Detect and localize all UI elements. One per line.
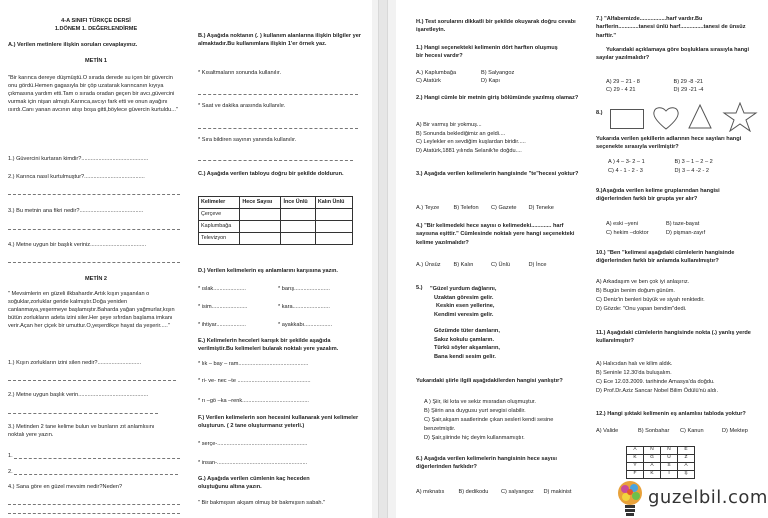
grid-row — [627, 447, 695, 455]
grid-row — [627, 463, 695, 471]
option-d[interactable]: D) Şair,şiirinde hiç deyim kullanmamıştır. — [424, 434, 525, 441]
option-b[interactable]: B) Telefon — [453, 205, 479, 211]
option-c[interactable]: C) Gazete — [491, 205, 517, 211]
synonym-item[interactable]: * ıslak..................... — [198, 286, 246, 292]
grid-cell: Ü — [661, 455, 678, 463]
poem-line: Gözümde tüter damların, — [434, 328, 500, 334]
synonym-item[interactable]: * isim....................... — [198, 304, 248, 310]
grid-cell: Ş — [678, 471, 695, 479]
poem-line: Keskin esen yellerine, — [436, 303, 495, 309]
answer-line[interactable] — [8, 194, 180, 195]
option-c[interactable]: C) Ünlü — [491, 262, 510, 268]
option-d[interactable]: D) Atatürk,1881 yılında Selanik'te doğdu.... — [416, 147, 522, 154]
table-row — [199, 233, 353, 245]
synonym-item[interactable]: * kara........................ — [278, 304, 330, 310]
answer-line[interactable] — [14, 458, 180, 459]
option-d[interactable]: D) Prof.Dr.Aziz Sancar Nobel Bilim Ödülü'nü aldı. — [596, 387, 719, 394]
option-d[interactable]: D) Gözde: "Onu yapan bendim"dedi. — [596, 305, 687, 312]
triangle-shape-icon — [687, 104, 713, 130]
answer-line[interactable] — [8, 504, 180, 505]
question-2-options — [416, 121, 592, 156]
question-11-options — [596, 360, 764, 396]
section-g-sentence: " Bir bakmışsın akşam olmuş bir bakmışsın sabah." — [198, 500, 326, 506]
option-d[interactable]: D) 3 – 4 -2 - 2 — [674, 167, 710, 174]
question-10: 10.) "Ben "kelimesi aşağıdaki cümlelerin hangisinde diğerlerinden farklı bir anlamda kullanılmıştır? — [596, 250, 735, 265]
synonym-item[interactable]: * ihtiyar................... — [198, 322, 246, 328]
option-c[interactable]: C) hekim –doktor — [606, 229, 649, 236]
synonym-item[interactable]: * ayakkabı.................. — [278, 322, 333, 328]
option-a[interactable]: A ) Şiir, iki kıta ve sekiz mısradan oluşmuştur. — [424, 399, 536, 405]
option-d[interactable]: D) makinist — [543, 489, 572, 495]
question-5: Yukarıdaki şiirle ilgili aşağıdakilerden hangisi yanlıştır? — [416, 378, 563, 384]
option-a[interactable]: A) Halıcıdan halı ve kilim aldık. — [596, 361, 673, 367]
section-e-title: E.) Kelimelerin heceleri karışık bir şekilde aşağıda verilmiştir.Bu kelimeleri bularak noktalı yere yazalım. — [198, 338, 339, 353]
option-c[interactable]: C) Atatürk — [416, 77, 441, 84]
option-a[interactable]: A) 29 – 21 - 8 — [606, 79, 640, 85]
section-c-title: C.) Aşağıda verilen tabloyu doğru bir şekilde doldurun. — [198, 171, 344, 177]
grid-cell: I — [661, 471, 678, 479]
lightbulb-icon — [616, 480, 646, 518]
question-8-label: 8.) — [596, 110, 603, 116]
question-12-options — [596, 428, 764, 436]
table-cell[interactable] — [240, 221, 281, 233]
section-f-item-1[interactable]: * serçe-.......................................................... — [198, 441, 308, 447]
section-g-title: G.) Aşağıda verilen cümlenin kaç heceden oluştuğunu altına yazın. — [198, 476, 310, 491]
metin-1-question-2[interactable]: 2.) Karınca nasıl kurtulmuştur?....................................... — [8, 174, 145, 180]
table-header: Kalın Ünlü — [315, 197, 352, 209]
option-b[interactable]: B) Salyangoz — [481, 70, 515, 76]
worksheet-subtitle: 1.DÖNEM 1. DEĞERLENDİRME — [54, 26, 138, 32]
metin-1-text: "Bir karınca dereye düşmüştü.O sırada derede su içen bir güvercin onu gördü.Hemen gagasıyla bir çöp uzatarak karıncanın kıyıya çıkmasına yardım etti.Tam o sırada oradan geçen bir avcı,güvercini vurmak için nişan almıştı.Karınca,avcıyı fark etti ve onun ayağını ısırdı.Canı yanan avcının atışı boşa gitti,böylece güvercin kurtuldu..." — [8, 75, 178, 114]
option-b[interactable]: B) Bugün benim doğum günüm. — [596, 287, 675, 294]
option-c[interactable]: C) Şair,akşam saatlerinde çıkan sesleri kendi sesine benzetmiştir. — [424, 416, 554, 432]
table-cell[interactable] — [315, 233, 352, 245]
option-b[interactable]: B) Şiirin ana duygusu yurt sevgisi olabilir. — [424, 407, 526, 414]
option-a[interactable]: A) Arkadaşım ve ben çok iyi anlaşırız. — [596, 279, 690, 285]
worksheet-title: 4-A SINIFI TÜRKÇE DERSİ — [61, 18, 131, 24]
option-d[interactable]: D) Mektep — [722, 428, 748, 434]
poem-line: Bana kendi sesim gelir. — [434, 353, 496, 360]
table-header: Hece Sayısı — [240, 197, 281, 209]
synonym-row — [198, 286, 358, 294]
grid-cell: F — [627, 471, 644, 479]
page-1 — [0, 0, 372, 518]
metin-1-question-1[interactable]: 1.) Güvercini kurtaran kimdir?........................................... — [8, 156, 149, 162]
option-d[interactable]: D) pişman-zayıf — [666, 229, 706, 236]
option-b[interactable]: B) Sonunda beklediğimiz an geldi.... — [416, 130, 506, 137]
grid-row — [627, 471, 695, 479]
table-cell[interactable] — [240, 233, 281, 245]
poem-spacer — [430, 319, 560, 327]
table-cell[interactable] — [281, 221, 315, 233]
question-9: 9.)Aşağıda verilen kelime gruplarından hangisi diğerlerinden farklı bir grupta yer alır? — [596, 188, 720, 203]
option-c[interactable]: C) Ece 12.03.2009. tarihinde Amasya'da doğdu. — [596, 378, 715, 385]
table-row — [199, 221, 353, 233]
option-c[interactable]: C) salyangoz — [501, 489, 534, 495]
question-7-options — [596, 78, 741, 95]
section-b-item-3: * Sıra bildiren sayının yanında kullanılır. — [198, 137, 297, 143]
grid-cell: N — [644, 447, 661, 455]
grid-cell: Z — [678, 455, 695, 463]
section-b-item-1: * Kısaltmaların sonunda kullanılır. — [198, 70, 282, 76]
table-header: Kelimeler — [199, 197, 240, 209]
answer-line[interactable] — [8, 262, 180, 263]
question-7-prompt: Yukarıdaki açıklamaya göre boşluklara sırasıyla hangi sayılar yazılmalıdır? — [596, 47, 750, 62]
question-3-options — [416, 205, 566, 213]
watermark-text: guzelbil.com — [648, 487, 768, 508]
option-a[interactable]: A.) Kaplumbağa — [416, 70, 457, 76]
section-e-item-2[interactable]: * ri- ve- nec –te ............................................... — [198, 378, 311, 384]
question-6-options — [416, 489, 586, 497]
question-11: 11.) Aşağıdaki cümlelerin hangisinde nokta (.) yanlış yerde kullanılmıştır? — [596, 330, 751, 345]
question-12: 12.) Hangi şıktaki kelimenin eş anlamlısı tabloda yoktur? — [596, 411, 746, 417]
question-4: 4.) "Bir kelimedeki hece sayısı o kelimedeki............. harf sayısına eşittir." Cümlesinde noktalı yere hangi seçenekteki kelime yazılmalıdır? — [416, 223, 575, 246]
table-cell[interactable] — [240, 209, 281, 221]
star-shape-icon — [722, 102, 758, 132]
answer-line[interactable] — [8, 413, 158, 414]
table-header: İnce Ünlü — [281, 197, 315, 209]
poem-line: "Güzel yurdum dağlarını, — [430, 286, 497, 292]
question-9-options — [596, 220, 726, 237]
watermark-logo — [616, 480, 768, 518]
question-4-options — [416, 262, 566, 270]
section-b-title: B.) Aşağıda noktanın (. ) kullanım alanlarına ilişkin bilgiler yer almaktadır.Bu kullanımlara ilişkin 1'er örnek yaz. — [198, 33, 361, 48]
section-e-item-1[interactable]: * lık – bay – ram............................................. — [198, 361, 309, 367]
section-a-title: A.) Verilen metinlere ilişkin soruları cevaplayınız. — [8, 42, 138, 48]
option-c[interactable]: C) Kanun — [680, 428, 704, 434]
answer-line[interactable] — [198, 128, 358, 129]
question-7: 7.) "Alfabemizde.................harf vardır.Bu harflerin.............tanesi ünlü harf...............tanesi de ünsüz harftir." — [596, 16, 746, 39]
question-10-options — [596, 278, 764, 314]
question-5-label: 5.) — [416, 285, 423, 291]
grid-cell: A — [644, 463, 661, 471]
poem-line: Uzaktan göresim gelir. — [434, 294, 494, 301]
grid-cell: S — [661, 463, 678, 471]
answer-line[interactable] — [8, 229, 180, 230]
table-cell[interactable] — [315, 209, 352, 221]
table-cell: Kaplumbağa — [199, 221, 240, 233]
letter-grid — [626, 446, 706, 479]
question-6: 6.) Aşağıda verilen kelimelerin hangisinin hece sayısı diğerlerinden farklıdır? — [416, 456, 557, 471]
option-c[interactable]: C) Leylekler en sevdiğim kuşlardan biridir..... — [416, 139, 526, 146]
rectangle-shape-icon — [610, 109, 650, 131]
table-cell: Çerçeve — [199, 209, 240, 221]
poem-line: Sakız kokulu çamların. — [434, 336, 495, 343]
option-c[interactable]: C) Deniz'in benleri büyük ve siyah renktedir. — [596, 296, 705, 303]
option-a[interactable]: A.) Teyze — [416, 205, 440, 211]
grid-cell: E — [678, 447, 695, 455]
answer-line[interactable] — [198, 160, 353, 161]
page-divider — [372, 0, 396, 518]
metin-2-title: METİN 2 — [84, 276, 108, 282]
metin-2-question-1[interactable]: 1.) Kışın zorlukların izini silen nedir?............................ — [8, 360, 142, 366]
option-b[interactable]: B) Sonbahar — [638, 428, 670, 434]
grid-cell: N — [661, 447, 678, 455]
question-1: 1.) Hangi seçenekteki kelimenin dört harften oluşmuş bir hecesi vardır? — [416, 45, 558, 60]
grid-cell: K — [627, 455, 644, 463]
grid-cell: A — [627, 447, 644, 455]
blank-label-2: 2. — [8, 469, 13, 475]
blank-label-1: 1. — [8, 453, 13, 459]
section-h-title: H.) Test sorularını dikkatli bir şekilde okuyarak doğru cevabı işaretleyin. — [416, 19, 576, 34]
metin-1-question-4[interactable]: 4.) Metne uygun bir başlık veriniz.................................... — [8, 242, 147, 248]
poem-line: Türkü söyler akşamların, — [434, 345, 500, 351]
metin-2-text: " Mevsimlerin en güzeli ilkbahardır.Artık kışın yaşanılan o soğuklar,zorluklar geride kalmıştır.Doğa yeniden canlanmaya,yeşermeye başlamıştır.Baharda yağan yağmurlar,kışın bütün zorlukların adeta izini siler.Her şeye sıfırdan başlama imkanı verir.Açan her çiçek bir umuttur.O,yeşerdikçe hayat da yeşerir....." — [8, 291, 175, 330]
section-d-title: D.) Verilen kelimelerin eş anlamlarını karşısına yazın. — [198, 268, 338, 274]
section-e-item-3[interactable]: * rı –gö –ka –renk........................................... — [198, 398, 309, 404]
fill-table — [198, 196, 372, 245]
heart-shape-icon — [652, 104, 680, 132]
option-d[interactable]: D) 29 -21 -4 — [673, 87, 704, 94]
option-c[interactable]: C) 29 - 4 21 — [606, 87, 636, 94]
section-b-item-2: * Saat ve dakika arasında kullanılır. — [198, 103, 286, 109]
question-3: 3.) Aşağıda verilen kelimelerin hangisinde "te"hecesi yoktur? — [416, 171, 579, 177]
question-8: Yukarıda verilen şekillerin adlarının hece sayıları hangi seçenekte sırasıyla verilmiştir? — [596, 136, 742, 151]
option-a[interactable]: A) Valide — [596, 428, 619, 434]
option-d[interactable]: D) İnce — [528, 262, 547, 268]
option-a[interactable]: A.) Ünsüz — [416, 262, 441, 268]
option-a[interactable]: A) eski –yeni — [606, 221, 639, 227]
option-b[interactable]: B) taze-bayat — [666, 221, 700, 227]
table-cell[interactable] — [281, 233, 315, 245]
synonym-row — [198, 304, 358, 312]
option-b[interactable]: B) 29 -8 -21 — [673, 79, 704, 85]
answer-line[interactable] — [198, 94, 358, 95]
option-d[interactable]: D) Kapı — [481, 77, 500, 84]
question-2: 2.) Hangi cümle bir metnin giriş bölümünde yazılmış olamaz? — [416, 95, 579, 101]
question-1-options — [416, 70, 546, 85]
section-f-item-2[interactable]: * insan-.......................................................... — [198, 460, 308, 466]
option-b[interactable]: B) Kalın — [453, 262, 474, 268]
metin-1-title: METİN 1 — [84, 58, 108, 64]
table-cell[interactable] — [315, 221, 352, 233]
grid-cell: A — [678, 463, 695, 471]
option-d[interactable]: D) Teneke — [528, 205, 554, 211]
grid-cell: K — [644, 471, 661, 479]
metin-2-question-3[interactable]: 3.) Metinden 2 tane kelime bulun ve bunların zıt anlamlısını noktalı yere yazın. — [8, 424, 155, 438]
answer-line[interactable] — [8, 380, 176, 381]
option-a[interactable]: A ) 4 – 3- 2 – 1 — [608, 159, 645, 165]
answer-line[interactable] — [14, 474, 178, 475]
section-f-title: F.) Verilen kelimelerin son hecesini kullanarak yeni kelimeler oluşturun. ( 2 tane oluşturmanız yeterli.) — [198, 415, 359, 430]
grid-cell: Y — [627, 463, 644, 471]
option-b[interactable]: B) 3 – 1 – 2 – 2 — [674, 159, 713, 165]
synonym-row — [198, 322, 358, 330]
option-b[interactable]: B) Seninle 12.30'da buluşalım. — [596, 369, 672, 376]
option-b[interactable]: B) dedikodu — [458, 489, 489, 495]
metin-1-question-3[interactable]: 3.) Bu metnin ana fikri nedir?......................................... — [8, 208, 144, 214]
question-5-options — [416, 398, 584, 443]
grid-cell: G — [644, 455, 661, 463]
option-a[interactable]: A) Bir varmış bir yokmuş... — [416, 122, 482, 128]
option-c[interactable]: C) 4 - 1 - 2 - 3 — [608, 167, 643, 174]
option-a[interactable]: A) mıknatıs — [416, 489, 445, 495]
table-cell[interactable] — [281, 209, 315, 221]
page-2 — [396, 0, 768, 518]
grid-row — [627, 455, 695, 463]
question-8-options — [596, 158, 741, 175]
question-5-poem — [430, 285, 560, 361]
answer-line[interactable] — [8, 513, 180, 514]
metin-2-question-4[interactable]: 4.) Sana göre en güzel mevsim nedir?Neden? — [8, 484, 123, 490]
metin-2-question-2[interactable]: 2.) Metne uygun başlık verin............................................. — [8, 392, 149, 398]
table-cell: Televizyon — [199, 233, 240, 245]
synonym-item[interactable]: * barış....................... — [278, 286, 330, 292]
poem-line: Kendimi veresim gelir. — [434, 311, 494, 318]
table-row — [199, 209, 353, 221]
